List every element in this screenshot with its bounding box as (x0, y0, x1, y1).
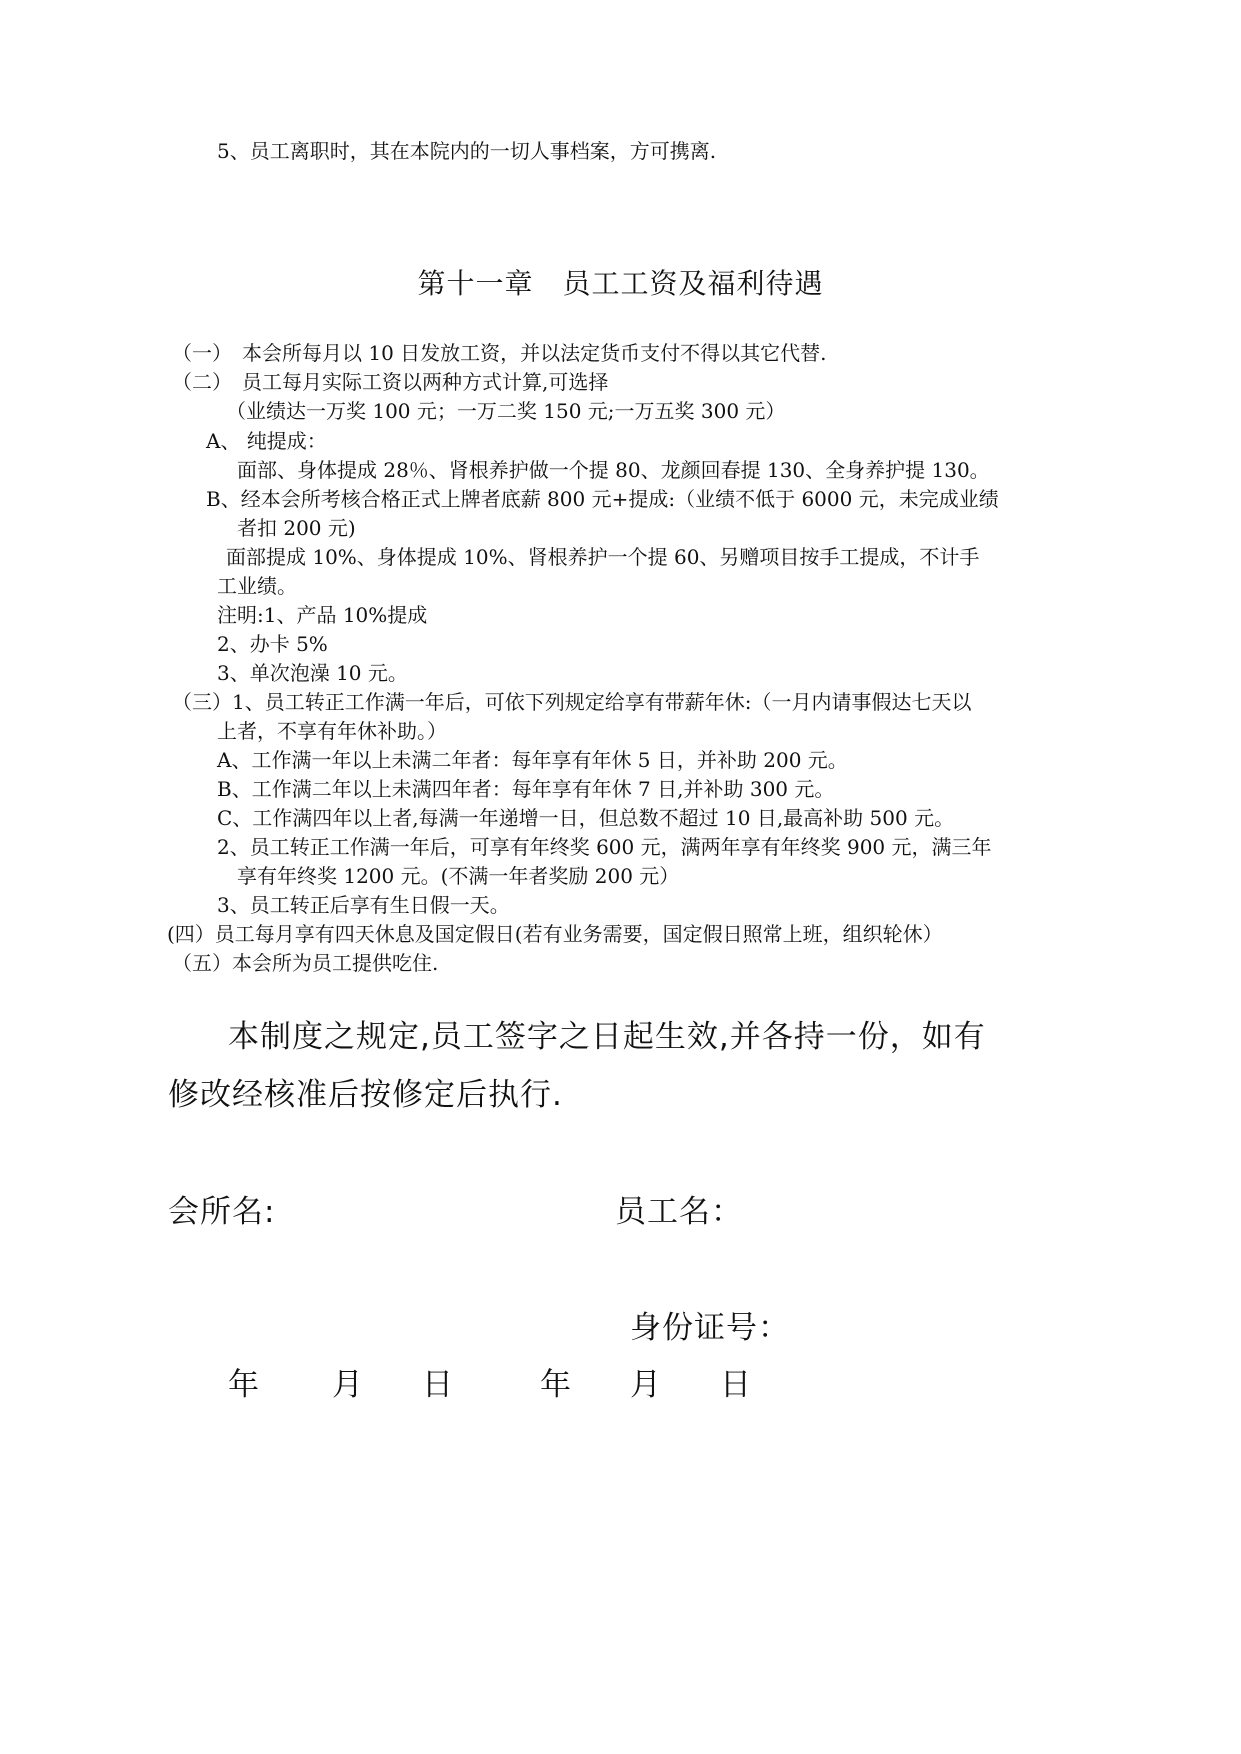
chapter-title: 第十一章 员工工资及福利待遇 (417, 267, 824, 300)
option-a-detail: 面部、身体提成 28％、肾根养护做一个提 80、龙颜回春提 130、全身养护提 130。 (237, 458, 990, 482)
section-1: （一） 本会所每月以 10 日发放工资，并以法定货币支付不得以其它代替. (172, 341, 827, 365)
note-2: 2、办卡 5% (217, 632, 328, 656)
employee-date-day: 日 (720, 1367, 751, 1403)
section-2-bonus: （业绩达一万奖 100 元；一万二奖 150 元;一万五奖 300 元） (226, 399, 786, 423)
section-2: （二） 员工每月实际工资以两种方式计算,可选择 (172, 370, 609, 394)
option-b-detail-1: 面部提成 10%、身体提成 10%、肾根养护一个提 60、另赠项目按手工提成，不计手 (226, 545, 980, 569)
note-3: 3、单次泡澡 10 元。 (217, 661, 408, 685)
option-b-line-1: B、经本会所考核合格正式上牌者底薪 800 元+提成:（业绩不低于 6000 元，未完成业绩 (206, 487, 999, 511)
club-date-day: 日 (422, 1367, 453, 1403)
club-name-label: 会所名: (168, 1194, 276, 1230)
id-number-label: 身份证号： (630, 1310, 790, 1346)
section-3-2-line-1: 2、员工转正工作满一年后，可享有年终奖 600 元，满两年享有年终奖 900 元，满三年 (217, 835, 992, 859)
employee-date-month: 月 (630, 1367, 661, 1403)
club-date-year: 年 (228, 1367, 259, 1403)
club-date-month: 月 (332, 1367, 363, 1403)
section-4: (四）员工每月享有四天休息及国定假日(若有业务需要，国定假日照常上班，组织轮休） (167, 922, 943, 946)
employee-name-label: 员工名： (615, 1194, 743, 1230)
section-3-b: B、工作满二年以上未满四年者：每年享有年休 7 日,并补助 300 元。 (217, 777, 835, 801)
employee-date-year: 年 (540, 1367, 571, 1403)
note-1: 注明:1、产品 10%提成 (217, 603, 428, 627)
section-3-c: C、工作满四年以上者,每满一年递增一日，但总数不超过 10 日,最高补助 500 元。 (217, 806, 955, 830)
section-5: （五）本会所为员工提供吃住. (172, 951, 439, 975)
intro-item-5: 5、员工离职时，其在本院内的一切人事档案，方可携离. (217, 139, 717, 163)
closing-line-1: 本制度之规定,员工签字之日起生效,并各持一份，如有 (228, 1019, 986, 1055)
section-3-2-line-2: 享有年终奖 1200 元。(不满一年者奖励 200 元） (237, 864, 680, 888)
option-b-detail-2: 工业绩。 (217, 574, 297, 598)
section-3-line-1: （三）1、员工转正工作满一年后，可依下列规定给享有带薪年休:（一月内请事假达七天以 (172, 690, 972, 714)
option-b-line-2: 者扣 200 元) (237, 516, 356, 540)
section-3-a: A、工作满一年以上未满二年者：每年享有年休 5 日，并补助 200 元。 (217, 748, 848, 772)
section-3-3: 3、员工转正后享有生日假一天。 (217, 893, 510, 917)
option-a-title: A、 纯提成： (206, 429, 327, 453)
section-3-line-2: 上者，不享有年休补助。） (217, 719, 447, 743)
closing-line-2: 修改经核准后按修定后执行. (168, 1077, 563, 1113)
